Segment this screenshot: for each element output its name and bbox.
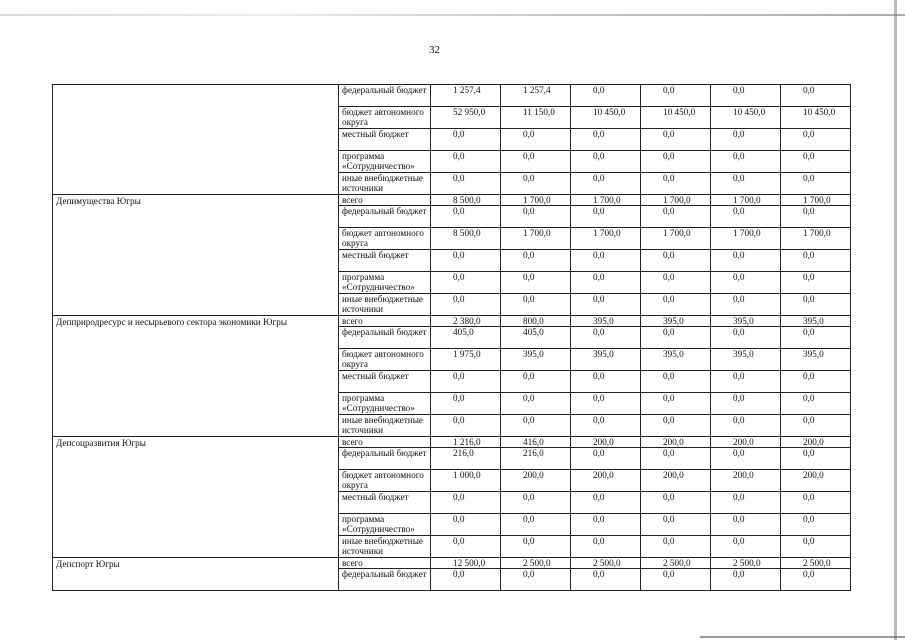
amount-cell: 0,0	[501, 294, 571, 316]
amount-cell: 0,0	[641, 371, 711, 393]
amount-cell: 0,0	[711, 393, 781, 415]
amount-cell: 10 450,0	[711, 107, 781, 129]
amount-cell: 0,0	[431, 393, 501, 415]
amount-cell: 1 700,0	[501, 228, 571, 250]
amount-cell: 0,0	[501, 371, 571, 393]
amount-cell: 0,0	[431, 492, 501, 514]
amount-cell: 0,0	[781, 569, 851, 591]
funding-source-cell: иные внебюджетные источники	[339, 294, 431, 316]
amount-cell: 0,0	[781, 85, 851, 107]
amount-cell: 0,0	[641, 327, 711, 349]
amount-cell: 395,0	[711, 316, 781, 327]
amount-cell: 0,0	[571, 173, 641, 195]
amount-cell: 0,0	[431, 294, 501, 316]
funding-source-cell: федеральный бюджет	[339, 85, 431, 107]
amount-cell: 0,0	[711, 294, 781, 316]
amount-cell: 800,0	[501, 316, 571, 327]
amount-cell: 405,0	[501, 327, 571, 349]
amount-cell: 0,0	[571, 492, 641, 514]
amount-cell: 0,0	[781, 371, 851, 393]
amount-cell: 0,0	[711, 492, 781, 514]
amount-cell: 0,0	[501, 393, 571, 415]
amount-cell: 0,0	[641, 536, 711, 558]
amount-cell: 0,0	[571, 294, 641, 316]
amount-cell: 395,0	[711, 349, 781, 371]
amount-cell: 0,0	[431, 272, 501, 294]
funding-source-cell: всего	[339, 316, 431, 327]
amount-cell: 0,0	[781, 250, 851, 272]
amount-cell: 0,0	[431, 173, 501, 195]
amount-cell: 0,0	[711, 327, 781, 349]
scan-edge-right	[894, 0, 897, 640]
amount-cell: 0,0	[571, 272, 641, 294]
amount-cell: 0,0	[501, 514, 571, 536]
amount-cell: 12 500,0	[431, 558, 501, 569]
amount-cell: 0,0	[641, 415, 711, 437]
amount-cell: 0,0	[571, 371, 641, 393]
amount-cell: 200,0	[781, 437, 851, 448]
amount-cell: 0,0	[781, 393, 851, 415]
amount-cell: 200,0	[711, 437, 781, 448]
amount-cell: 395,0	[571, 316, 641, 327]
amount-cell: 0,0	[501, 569, 571, 591]
amount-cell: 0,0	[781, 151, 851, 173]
funding-source-cell: всего	[339, 558, 431, 569]
amount-cell: 0,0	[711, 151, 781, 173]
funding-source-cell: федеральный бюджет	[339, 327, 431, 349]
amount-cell: 10 450,0	[641, 107, 711, 129]
table-row	[53, 558, 851, 569]
amount-cell: 0,0	[431, 415, 501, 437]
amount-cell: 0,0	[431, 536, 501, 558]
amount-cell: 0,0	[641, 272, 711, 294]
funding-source-cell: бюджет автономного округа	[339, 349, 431, 371]
amount-cell: 0,0	[641, 514, 711, 536]
amount-cell: 0,0	[641, 250, 711, 272]
amount-cell: 0,0	[431, 371, 501, 393]
amount-cell: 0,0	[641, 393, 711, 415]
funding-source-cell: федеральный бюджет	[339, 206, 431, 228]
amount-cell: 200,0	[501, 470, 571, 492]
funding-source-cell: всего	[339, 195, 431, 206]
amount-cell: 0,0	[501, 536, 571, 558]
amount-cell: 1 216,0	[431, 437, 501, 448]
amount-cell: 0,0	[781, 415, 851, 437]
amount-cell: 0,0	[501, 173, 571, 195]
amount-cell: 1 257,4	[501, 85, 571, 107]
amount-cell: 0,0	[571, 514, 641, 536]
amount-cell: 0,0	[431, 250, 501, 272]
amount-cell: 0,0	[781, 272, 851, 294]
amount-cell: 395,0	[641, 349, 711, 371]
amount-cell: 0,0	[711, 536, 781, 558]
amount-cell: 8 500,0	[431, 228, 501, 250]
funding-source-cell: программа «Сотрудничество»	[339, 393, 431, 415]
funding-source-cell: иные внебюджетные источники	[339, 536, 431, 558]
amount-cell: 1 000,0	[431, 470, 501, 492]
amount-cell: 2 500,0	[781, 558, 851, 569]
amount-cell: 200,0	[571, 470, 641, 492]
amount-cell: 1 700,0	[781, 195, 851, 206]
amount-cell: 0,0	[501, 151, 571, 173]
table-row	[53, 85, 851, 107]
amount-cell: 2 500,0	[711, 558, 781, 569]
amount-cell: 0,0	[571, 85, 641, 107]
amount-cell: 2 500,0	[641, 558, 711, 569]
amount-cell: 0,0	[571, 327, 641, 349]
funding-source-cell: бюджет автономного округа	[339, 228, 431, 250]
amount-cell: 0,0	[781, 327, 851, 349]
amount-cell: 0,0	[711, 129, 781, 151]
amount-cell: 0,0	[641, 173, 711, 195]
amount-cell: 10 450,0	[781, 107, 851, 129]
amount-cell: 0,0	[711, 569, 781, 591]
amount-cell: 0,0	[781, 173, 851, 195]
funding-source-cell: бюджет автономного округа	[339, 107, 431, 129]
amount-cell: 0,0	[781, 492, 851, 514]
budget-table	[52, 84, 851, 591]
amount-cell: 0,0	[431, 129, 501, 151]
amount-cell: 0,0	[431, 569, 501, 591]
amount-cell: 200,0	[781, 470, 851, 492]
funding-source-cell: местный бюджет	[339, 129, 431, 151]
organization-cell: Депсоцразвития Югры	[53, 437, 339, 558]
amount-cell: 0,0	[571, 569, 641, 591]
amount-cell: 1 700,0	[711, 195, 781, 206]
amount-cell: 405,0	[431, 327, 501, 349]
amount-cell: 0,0	[711, 448, 781, 470]
amount-cell: 0,0	[711, 272, 781, 294]
funding-source-cell: программа «Сотрудничество»	[339, 514, 431, 536]
funding-source-cell: программа «Сотрудничество»	[339, 272, 431, 294]
amount-cell: 0,0	[431, 151, 501, 173]
amount-cell: 11 150,0	[501, 107, 571, 129]
amount-cell: 52 950,0	[431, 107, 501, 129]
amount-cell: 1 700,0	[571, 228, 641, 250]
amount-cell: 0,0	[781, 536, 851, 558]
amount-cell: 0,0	[781, 448, 851, 470]
amount-cell: 0,0	[501, 250, 571, 272]
amount-cell: 1 257,4	[431, 85, 501, 107]
funding-source-cell: иные внебюджетные источники	[339, 173, 431, 195]
amount-cell: 1 700,0	[641, 228, 711, 250]
amount-cell: 0,0	[711, 85, 781, 107]
amount-cell: 1 975,0	[431, 349, 501, 371]
amount-cell: 0,0	[571, 250, 641, 272]
amount-cell: 0,0	[501, 415, 571, 437]
amount-cell: 0,0	[571, 393, 641, 415]
amount-cell: 0,0	[711, 206, 781, 228]
funding-source-cell: федеральный бюджет	[339, 569, 431, 591]
funding-source-cell: программа «Сотрудничество»	[339, 151, 431, 173]
amount-cell: 1 700,0	[501, 195, 571, 206]
amount-cell: 0,0	[501, 272, 571, 294]
funding-source-cell: всего	[339, 437, 431, 448]
amount-cell: 0,0	[781, 514, 851, 536]
amount-cell: 0,0	[781, 129, 851, 151]
table-row	[53, 316, 851, 327]
amount-cell: 0,0	[571, 415, 641, 437]
amount-cell: 0,0	[641, 294, 711, 316]
amount-cell: 0,0	[781, 206, 851, 228]
amount-cell: 395,0	[641, 316, 711, 327]
amount-cell: 0,0	[431, 206, 501, 228]
amount-cell: 0,0	[501, 492, 571, 514]
scan-edge-bottom	[700, 636, 905, 638]
amount-cell: 200,0	[641, 437, 711, 448]
amount-cell: 216,0	[431, 448, 501, 470]
amount-cell: 216,0	[501, 448, 571, 470]
amount-cell: 0,0	[571, 536, 641, 558]
amount-cell: 200,0	[641, 470, 711, 492]
amount-cell: 2 380,0	[431, 316, 501, 327]
amount-cell: 1 700,0	[711, 228, 781, 250]
amount-cell: 10 450,0	[571, 107, 641, 129]
amount-cell: 200,0	[571, 437, 641, 448]
amount-cell: 0,0	[501, 129, 571, 151]
amount-cell: 0,0	[711, 415, 781, 437]
amount-cell: 0,0	[711, 250, 781, 272]
funding-source-cell: иные внебюджетные источники	[339, 415, 431, 437]
page-number: 32	[429, 44, 440, 56]
amount-cell: 0,0	[641, 85, 711, 107]
amount-cell: 0,0	[571, 151, 641, 173]
funding-source-cell: местный бюджет	[339, 371, 431, 393]
funding-source-cell: местный бюджет	[339, 492, 431, 514]
organization-cell: Депимущества Югры	[53, 195, 339, 316]
amount-cell: 200,0	[711, 470, 781, 492]
amount-cell: 1 700,0	[571, 195, 641, 206]
scan-edge-top	[0, 14, 905, 16]
amount-cell: 0,0	[711, 173, 781, 195]
funding-source-cell: бюджет автономного округа	[339, 470, 431, 492]
amount-cell: 2 500,0	[501, 558, 571, 569]
amount-cell: 0,0	[641, 448, 711, 470]
funding-source-cell: местный бюджет	[339, 250, 431, 272]
amount-cell: 0,0	[571, 129, 641, 151]
amount-cell: 0,0	[641, 206, 711, 228]
amount-cell: 8 500,0	[431, 195, 501, 206]
funding-source-cell: федеральный бюджет	[339, 448, 431, 470]
amount-cell: 1 700,0	[781, 228, 851, 250]
amount-cell: 0,0	[571, 448, 641, 470]
amount-cell: 0,0	[641, 569, 711, 591]
amount-cell: 0,0	[711, 514, 781, 536]
amount-cell: 395,0	[571, 349, 641, 371]
amount-cell: 0,0	[571, 206, 641, 228]
amount-cell: 395,0	[501, 349, 571, 371]
organization-cell: Депприродресурс и несырьевого сектора экономики Югры	[53, 316, 339, 437]
amount-cell: 0,0	[641, 151, 711, 173]
amount-cell: 0,0	[641, 129, 711, 151]
amount-cell: 395,0	[781, 349, 851, 371]
amount-cell: 0,0	[641, 492, 711, 514]
table-row	[53, 195, 851, 206]
amount-cell: 0,0	[431, 514, 501, 536]
amount-cell: 395,0	[781, 316, 851, 327]
table-row	[53, 437, 851, 448]
amount-cell: 0,0	[711, 371, 781, 393]
amount-cell: 0,0	[781, 294, 851, 316]
organization-cell	[53, 85, 339, 195]
budget-table-body	[53, 85, 851, 591]
amount-cell: 2 500,0	[571, 558, 641, 569]
organization-cell: Депспорт Югры	[53, 558, 339, 591]
amount-cell: 0,0	[501, 206, 571, 228]
amount-cell: 1 700,0	[641, 195, 711, 206]
amount-cell: 416,0	[501, 437, 571, 448]
